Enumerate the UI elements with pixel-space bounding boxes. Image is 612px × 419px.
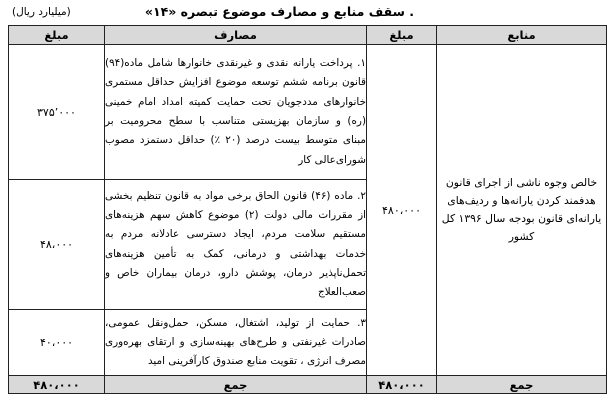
header-uses: مصارف [105, 26, 367, 45]
table-title: . سقف منابع و مصارف موضوع تبصره «۱۴» [144, 4, 414, 19]
header-row [9, 26, 607, 45]
use-item-3: ۳. حمایت از تولید، اشتغال، مسکن، حمل‌ونقل عمومی، صادرات غیرنفتی و طرح‌های بهینه‌سازی و ارتقای بهره‌وری مصرف انرژی ، تقویت منابع صندوق کارآفرینی امید [105, 310, 367, 376]
source-description: خالص وجوه ناشی از اجرای قانون هدفمند کردن یارانه‌ها و ردیف‌های یارانه‌ای قانون بودجه سال ۱۳۹۶ کل کشور [437, 45, 607, 376]
use-amount-2: ۴۸،۰۰۰ [9, 180, 105, 310]
use-item-2: ۲. ماده (۴۶) قانون الحاق برخی مواد به قانون تنظیم بخشی از مقررات مالی دولت (۲) موضوع کاهش سهم هزینه‌های مستقیم سلامت مردم، ایجاد دسترسی عادلانه مردم به خدمات بهداشتی و درمانی، کمک به تأمین هزینه‌های تحمل‌ناپذیر درمان، پوشش دارو، درمان بیماران خاص و صعب‌العلاج [105, 180, 367, 310]
unit-label: (میلیارد ریال) [12, 6, 71, 18]
sources-uses-table [8, 25, 607, 394]
use-amount-3: ۴۰،۰۰۰ [9, 310, 105, 376]
table-row [9, 45, 607, 180]
header-amount-sources: مبلغ [367, 26, 437, 45]
total-label-sources: جمع [437, 376, 607, 394]
source-amount: ۴۸۰،۰۰۰ [367, 45, 437, 376]
total-sources-amount: ۴۸۰،۰۰۰ [367, 376, 437, 394]
header-amount-uses: مبلغ [9, 26, 105, 45]
total-uses-amount: ۴۸۰،۰۰۰ [9, 376, 105, 394]
table-heading [8, 4, 604, 22]
header-sources: منابع [437, 26, 607, 45]
total-label-uses: جمع [105, 376, 367, 394]
use-amount-1: ۳۷۵٬۰۰۰ [9, 45, 105, 180]
totals-row [9, 376, 607, 394]
use-item-1: ۱. پرداخت یارانه نقدی و غیرنقدی خانوارها شامل ماده(۹۴) قانون برنامه ششم توسعه موضوع افزایش حداقل مستمری خانوارهای مددجویان تحت حمایت کمیته امداد امام خمینی (ره) و سازمان بهزیستی متناسب با سطح محرومیت بر مبنای متوسط بیست درصد (۲۰ ٪) حداقل دستمزد مصوب شورای‌عالی کار [105, 45, 367, 180]
